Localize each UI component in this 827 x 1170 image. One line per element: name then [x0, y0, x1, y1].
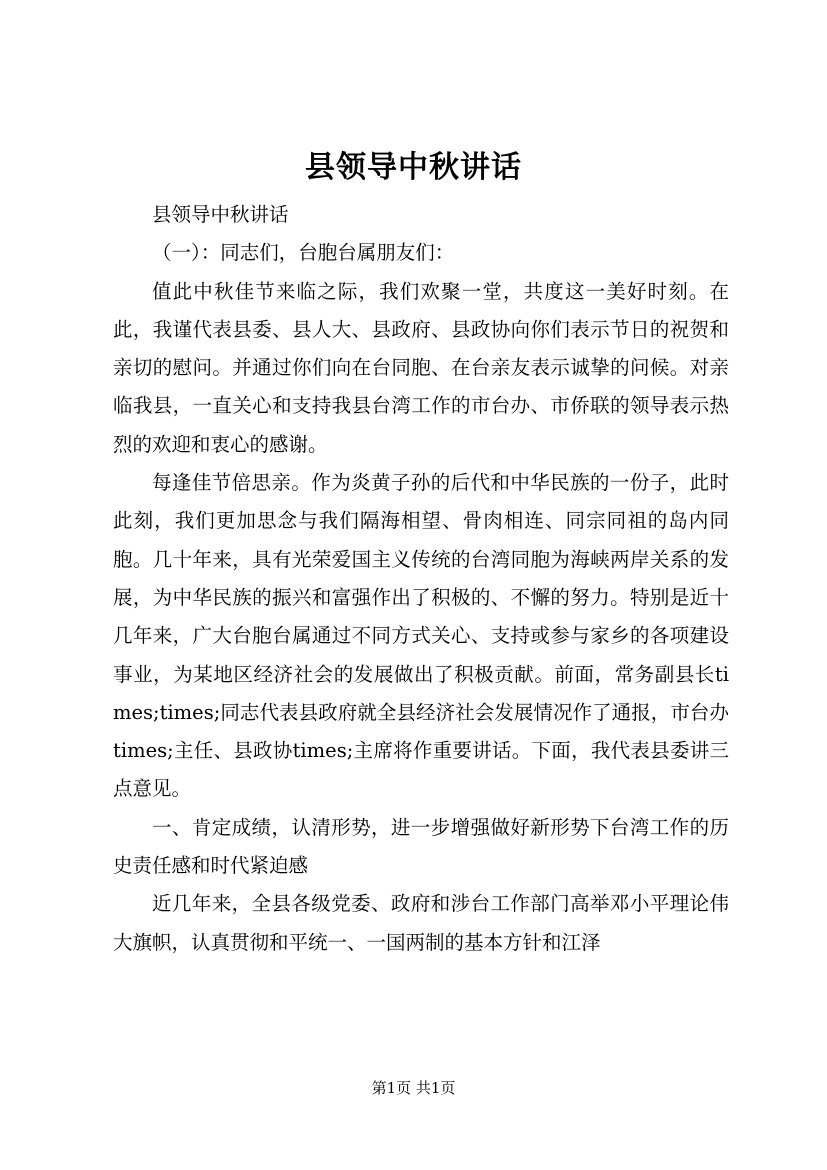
document-body — [113, 196, 729, 962]
page-footer: 第1页 共1页 — [371, 1079, 456, 1097]
paragraph-achievements: 近几年来，全县各级党委、政府和涉台工作部门高举邓小平理论伟大旗帜，认真贯彻和平统一、一国两制的基本方针和江泽 — [113, 892, 729, 954]
paragraph-section-heading: 一、肯定成绩，认清形势，进一步增强做好新形势下台湾工作的历史责任感和时代紧迫感 — [113, 815, 729, 878]
paragraph-reunion: 每逢佳节倍思亲。作为炎黄子孙的后代和中华民族的一份子，此时此刻，我们更加思念与我们隔海相望、骨肉相连、同宗同祖的岛内同胞。几十年来，具有光荣爱国主义传统的台湾同胞为海峡两岸关系的发展，为中华民族的振兴和富强作出了积极的、不懈的努力。特别是近十几年来，广大台胞台属通过不同方式关心、支持或参与家乡的各项建设事业，为某地区经济社会的发展做出了积极贡献。前面，常务副县长times;times;同志代表县政府就全县经济社会发展情况作了通报，市台办times;主任、县政协times;主席将作重要讲话。下面，我代表县委讲三点意见。 — [113, 471, 729, 801]
page-title: 县领导中秋讲话 — [305, 150, 522, 185]
paragraph-greeting: 值此中秋佳节来临之际，我们欢聚一堂，共度这一美好时刻。在此，我谨代表县委、县人大、县政府、县政协向你们表示节日的祝贺和亲切的慰问。并通过你们向在台同胞、在台亲友表示诚挚的问候。对亲临我县，一直关心和支持我县台湾工作的市台办、市侨联的领导表示热烈的欢迎和衷心的感谢。 — [113, 279, 729, 456]
paragraph-salutation: （一）：同志们，台胞台属朋友们： — [152, 241, 455, 265]
paragraph-subtitle: 县领导中秋讲话 — [152, 203, 289, 226]
